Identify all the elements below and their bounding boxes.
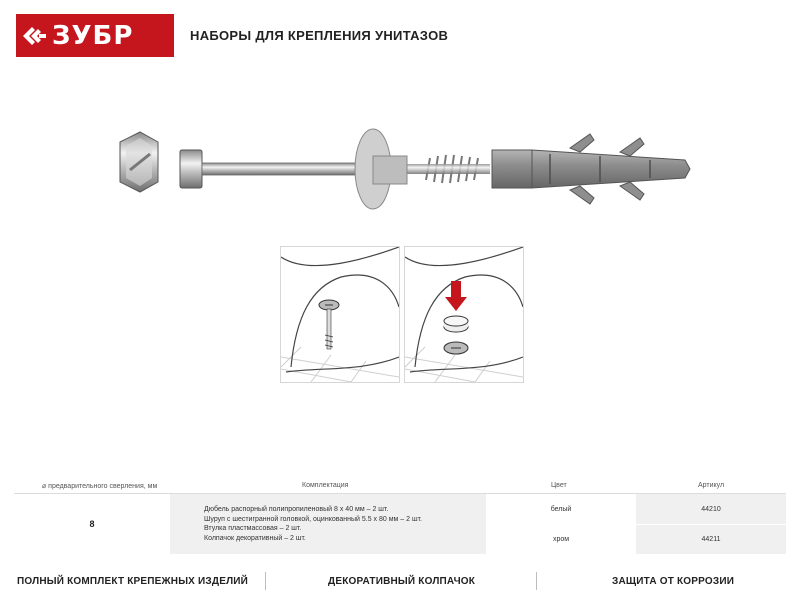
color-value: белый xyxy=(486,494,636,524)
hex-screw xyxy=(180,150,490,188)
feature-complete-set: ПОЛНЫЙ КОМПЛЕКТ КРЕПЕЖНЫХ ИЗДЕЛИЙ xyxy=(17,576,249,587)
dowel xyxy=(492,134,690,204)
divider xyxy=(265,572,266,590)
header-diameter: ⌀ предварительного сверления, мм xyxy=(42,483,158,490)
shield-arrow-icon xyxy=(16,14,52,57)
kit-line: Втулка пластмассовая – 2 шт. xyxy=(204,525,302,532)
decorative-cap xyxy=(120,132,158,192)
feature-corrosion-protection: ЗАЩИТА ОТ КОРРОЗИИ xyxy=(612,576,735,587)
cap-icon xyxy=(444,316,468,332)
features-bar xyxy=(0,568,800,596)
header-article: Артикул xyxy=(698,482,725,489)
kit-line: Шуруп с шестигранной головкой, оцинкованный 5.5 х 80 мм – 2 шт. xyxy=(204,515,422,523)
screw-icon xyxy=(319,300,339,349)
color-value: хром xyxy=(486,525,636,554)
header-color: Цвет xyxy=(551,482,567,489)
install-illustration-screw xyxy=(280,246,400,383)
install-illustration-cap xyxy=(404,246,524,383)
kit-line: Колпачок декоративный – 2 шт. xyxy=(204,534,306,542)
spec-table xyxy=(14,478,786,554)
brand-name: ЗУБР xyxy=(52,20,134,51)
header-kit: Комплектация xyxy=(302,482,349,489)
feature-decorative-cap: ДЕКОРАТИВНЫЙ КОЛПАЧОК xyxy=(328,576,476,587)
plastic-sleeve xyxy=(355,129,407,209)
kit-cell xyxy=(170,494,486,554)
diameter-value: 8 xyxy=(14,494,170,554)
page-title: НАБОРЫ ДЛЯ КРЕПЛЕНИЯ УНИТАЗОВ xyxy=(190,28,449,43)
brand-logo xyxy=(16,14,174,57)
product-image xyxy=(100,120,720,215)
kit-line: Дюбель распорный полипропиленовый 8 х 40 мм – 2 шт. xyxy=(204,506,389,513)
article-value: 44211 xyxy=(701,536,721,543)
divider xyxy=(536,572,537,590)
article-value: 44210 xyxy=(701,505,721,513)
screw-head-icon xyxy=(444,342,468,354)
